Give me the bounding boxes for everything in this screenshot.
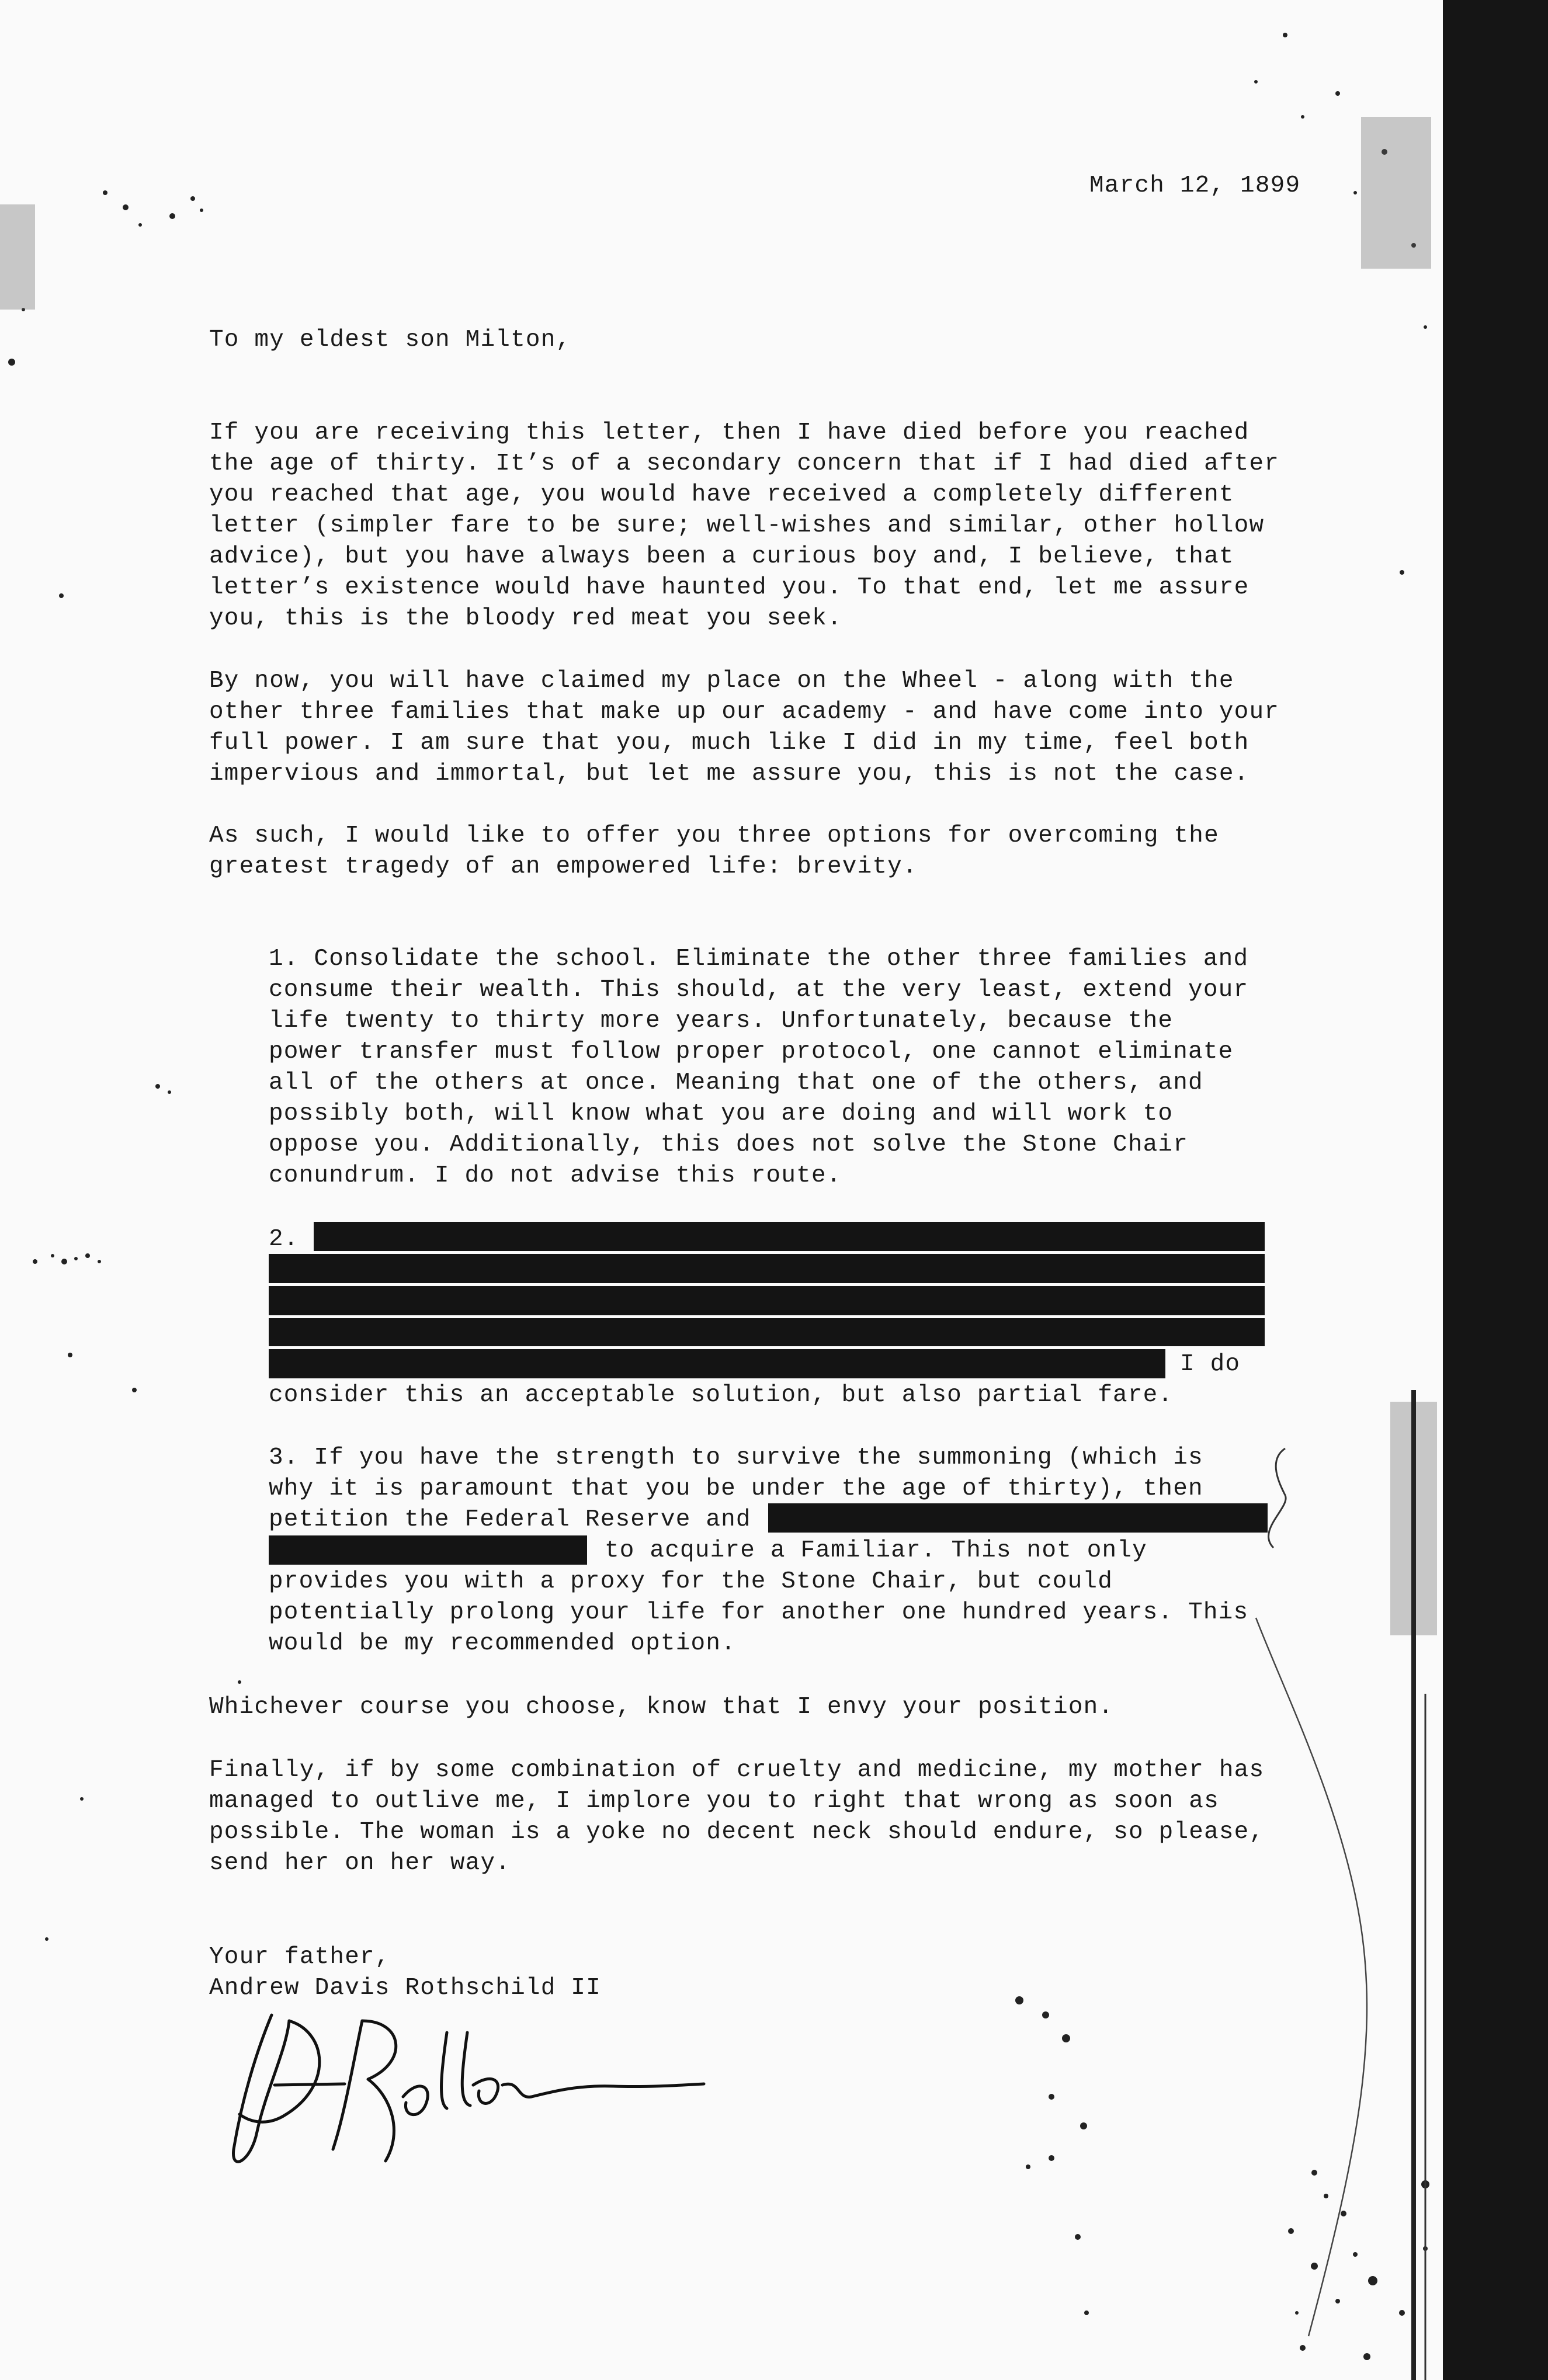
p1-line: you, this is the bloody red meat you seek. xyxy=(209,605,842,632)
signer-name: Andrew Davis Rothschild II xyxy=(209,1975,601,2002)
p2-line: impervious and immortal, but let me assure you, this is not the case. xyxy=(209,760,1249,787)
option2-tail: I do xyxy=(1180,1351,1241,1378)
p1-line: If you are receiving this letter, then I have died before you reached xyxy=(209,419,1249,446)
option1-line: consume their wealth. This should, at the very least, extend your xyxy=(269,977,1249,1003)
option1-line: oppose you. Additionally, this does not solve the Stone Chair xyxy=(269,1131,1189,1158)
option2-number: 2. xyxy=(269,1226,299,1253)
option1-line: 1. Consolidate the school. Eliminate the other three families and xyxy=(269,946,1249,972)
black-edge-bar xyxy=(1443,0,1548,2380)
p1-line: advice), but you have always been a curious boy and, I believe, that xyxy=(209,543,1234,570)
letter-date: March 12, 1899 xyxy=(1089,172,1301,199)
p5-line: send her on her way. xyxy=(209,1850,511,1877)
redaction-bar xyxy=(269,1349,1165,1378)
option1-line: all of the others at once. Meaning that one of the others, and xyxy=(269,1069,1203,1096)
redaction-bar xyxy=(269,1535,587,1565)
option1-line: life twenty to thirty more years. Unfortunately, because the xyxy=(269,1007,1174,1034)
p3-line: As such, I would like to offer you three options for overcoming the xyxy=(209,822,1219,849)
p5-line: Finally, if by some combination of cruelty and medicine, my mother has xyxy=(209,1757,1265,1784)
redaction-bar xyxy=(768,1503,1268,1533)
redaction-bar xyxy=(269,1318,1265,1346)
salutation: To my eldest son Milton, xyxy=(209,326,571,353)
p5-line: possible. The woman is a yoke no decent neck should endure, so please, xyxy=(209,1819,1265,1846)
p1-line: letter (simpler fare to be sure; well-wishes and similar, other hollow xyxy=(209,512,1265,539)
p3-line: greatest tragedy of an empowered life: brevity. xyxy=(209,853,918,880)
option3-line: 3. If you have the strength to survive the summoning (which is xyxy=(269,1444,1203,1471)
redaction-bar xyxy=(269,1286,1265,1315)
p2-line: other three families that make up our academy - and have come into your xyxy=(209,699,1280,725)
option3-line: provides you with a proxy for the Stone Chair, but could xyxy=(269,1568,1113,1595)
p1-line: letter’s existence would have haunted you. To that end, let me assure xyxy=(209,574,1249,601)
p4-line: Whichever course you choose, know that I envy your position. xyxy=(209,1694,1114,1721)
redaction-bar xyxy=(269,1254,1265,1283)
handwritten-signature xyxy=(216,1997,719,2184)
option3-line: why it is paramount that you be under the age of thirty), then xyxy=(269,1475,1203,1502)
option1-line: power transfer must follow proper protocol, one cannot eliminate xyxy=(269,1038,1234,1065)
p1-line: you reached that age, you would have received a completely different xyxy=(209,481,1234,508)
option1-line: possibly both, will know what you are doing and will work to xyxy=(269,1100,1174,1127)
closing: Your father, xyxy=(209,1944,390,1971)
option3-line: petition the Federal Reserve and xyxy=(269,1506,751,1533)
option2-last: consider this an acceptable solution, but also partial fare. xyxy=(269,1382,1174,1409)
option3-line: would be my recommended option. xyxy=(269,1630,736,1657)
p2-line: By now, you will have claimed my place on the Wheel - along with the xyxy=(209,668,1234,694)
redaction-bar xyxy=(314,1222,1265,1251)
p2-line: full power. I am sure that you, much like I did in my time, feel both xyxy=(209,729,1249,756)
option1-line: conundrum. I do not advise this route. xyxy=(269,1162,842,1189)
option3-line: to acquire a Familiar. This not only xyxy=(605,1537,1147,1564)
p1-line: the age of thirty. It’s of a secondary concern that if I had died after xyxy=(209,450,1280,477)
option3-line: potentially prolong your life for another one hundred years. This xyxy=(269,1599,1249,1626)
p5-line: managed to outlive me, I implore you to right that wrong as soon as xyxy=(209,1788,1219,1815)
